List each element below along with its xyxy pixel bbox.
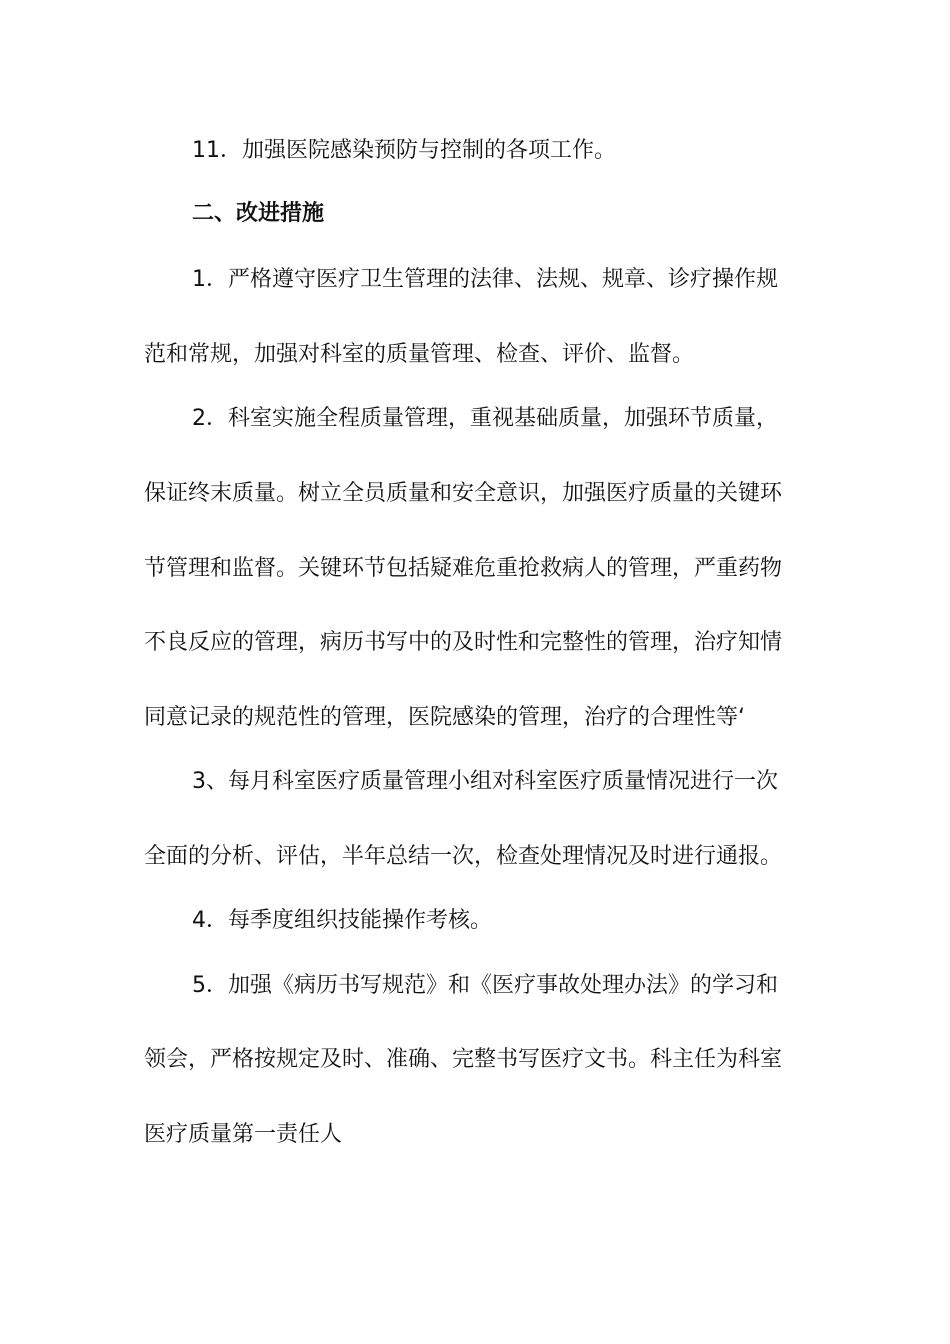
- text-line-measure-2-cont-1: 保证终末质量。树立全员质量和安全意识，加强医疗质量的关键环: [144, 481, 783, 506]
- text-line-measure-5-start: 5．加强《病历书写规范》和《医疗事故处理办法》的学习和: [192, 973, 778, 998]
- section-heading-improvement: 二、改进措施: [192, 201, 325, 226]
- text-line-measure-1-end: 范和常规，加强对科室的质量管理、检查、评价、监督。: [144, 342, 695, 367]
- text-line-measure-2-cont-2: 节管理和监督。关键环节包括疑难危重抢救病人的管理，严重药物: [144, 556, 783, 581]
- text-line-measure-5-cont: 领会，严格按规定及时、准确、完整书写医疗文书。科主任为科室: [144, 1047, 783, 1072]
- text-line-measure-1-start: 1．严格遵守医疗卫生管理的法律、法规、规章、诊疗操作规: [192, 267, 778, 292]
- text-line-measure-2-start: 2．科室实施全程质量管理，重视基础质量，加强环节质量，: [192, 406, 778, 431]
- text-line-measure-2-end: 同意记录的规范性的管理，医院感染的管理，治疗的合理性等‘: [144, 705, 745, 730]
- text-line-measure-2-cont-3: 不良反应的管理，病历书写中的及时性和完整性的管理，治疗知情: [144, 630, 783, 655]
- text-line-measure-5-end: 医疗质量第一责任人: [144, 1122, 343, 1147]
- text-line-measure-3-start: 3、每月科室医疗质量管理小组对科室医疗质量情况进行一次: [192, 769, 778, 794]
- text-line-item-11: 11．加强医院感染预防与控制的各项工作。: [192, 138, 616, 163]
- text-line-measure-3-end: 全面的分析、评估，半年总结一次，检查处理情况及时进行通报。: [144, 844, 783, 869]
- text-line-measure-4: 4．每季度组织技能操作考核。: [192, 908, 492, 933]
